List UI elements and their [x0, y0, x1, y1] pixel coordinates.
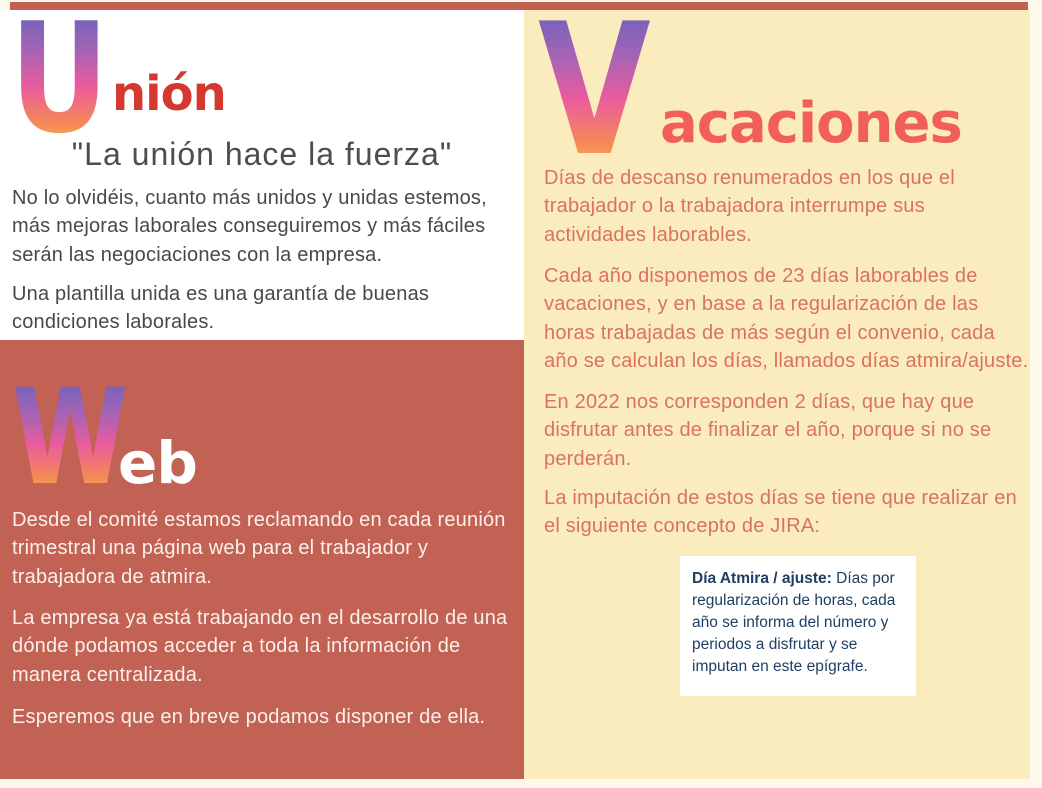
vacaciones-paragraph: Cada año disponemos de 23 días laborables de vacaciones, y en base a la regularización de las horas trabajadas de más según el convenio, cada año se calculan los días, llamados días atmira/ajuste. — [544, 265, 1029, 373]
jira-note-text: Días por regularización de horas, cada año se informa del número y periodos a disfrutar y se imputan en este epígrafe. — [692, 570, 896, 675]
web-paragraph: Desde el comité estamos reclamando en cada reunión trimestral una página web para el trabajador y trabajadora de atmira. — [12, 509, 506, 588]
web-paragraph: La empresa ya está trabajando en el desarrollo de una dónde podamos acceder a toda la información de manera centralizada. — [12, 607, 508, 686]
vacaciones-initial-letter: V — [538, 0, 651, 196]
jira-note-label: Día Atmira / ajuste: — [692, 570, 832, 587]
vacaciones-title: acaciones — [660, 91, 962, 156]
union-title: nión — [112, 66, 226, 122]
union-quote: "La unión hace la fuerza" — [71, 136, 453, 172]
web-title: eb — [118, 429, 197, 497]
union-initial-letter: U — [10, 0, 109, 167]
web-paragraph: Esperemos que en breve podamos disponer de ella. — [12, 706, 486, 728]
web-initial-letter: W — [12, 361, 129, 515]
union-paragraph: Una plantilla unida es una garantía de buenas condiciones laborales. — [12, 283, 430, 334]
top-accent-bar — [10, 2, 1028, 10]
union-paragraph: No lo olvidéis, cuanto más unidos y unidas estemos, más mejoras laborales conseguiremos y más fáciles serán las negociaciones con la empresa. — [12, 187, 487, 266]
vacaciones-paragraph: La imputación de estos días se tiene que realizar en el siguiente concepto de JIRA: — [544, 487, 1017, 538]
vacaciones-paragraph: Días de descanso renumerados en los que el trabajador o la trabajadora interrumpe sus actividades laborables. — [544, 167, 955, 246]
jira-note-box — [680, 556, 916, 696]
vacaciones-paragraph: En 2022 nos corresponden 2 días, que hay que disfrutar antes de finalizar el año, porque si no se perderán. — [544, 391, 992, 470]
